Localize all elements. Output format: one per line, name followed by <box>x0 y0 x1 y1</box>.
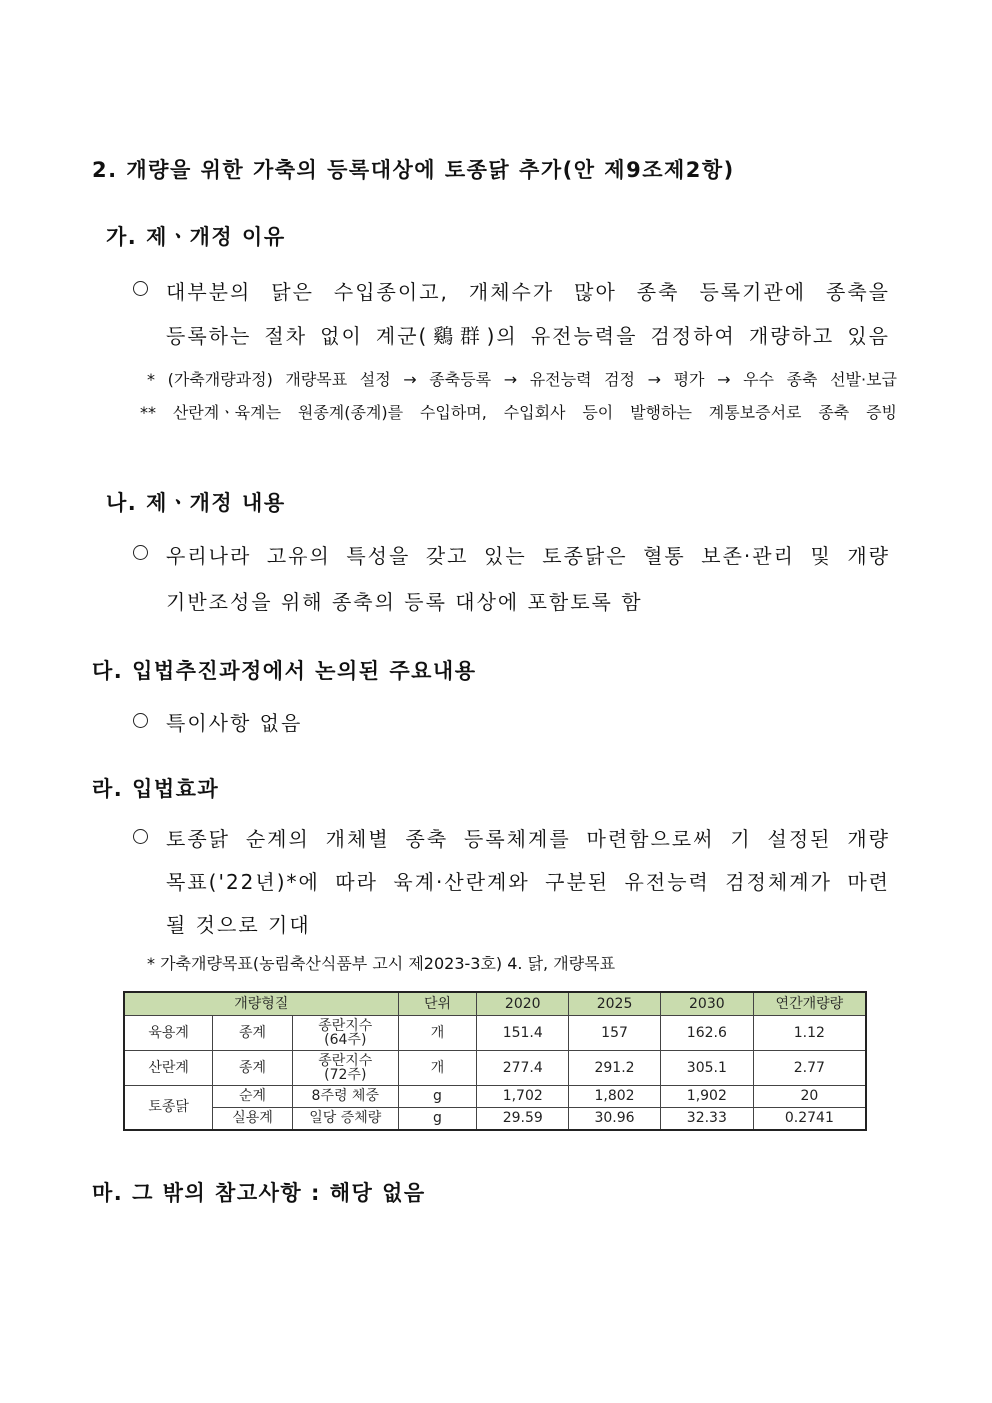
table-cell-2030: 162.6 <box>660 1016 753 1051</box>
ga-paragraph-line1: 대부분의 닭은 수입종이고, 개체수가 많아 종축 등록기관에 종축을 <box>166 280 890 304</box>
table-cell-2025: 30.96 <box>569 1108 661 1130</box>
ga-note-2: ** 산란계ㆍ육계는 원종계(종계)를 수입하며, 수입회사 등이 발행하는 계통보증서로 종축 증빙 <box>140 403 897 422</box>
table-cell-2030: 1,902 <box>660 1086 753 1108</box>
table-cell-unit: 개 <box>398 1051 477 1086</box>
table-header-cell: 단위 <box>398 992 477 1016</box>
bullet-circle-icon <box>133 281 148 296</box>
table-cell-2020: 151.4 <box>477 1016 569 1051</box>
ra-note: * 가축개량목표(농림축산식품부 고시 제2023-3호) 4. 닭, 개량목표 <box>147 954 616 973</box>
heading-ra: 라. 입법효과 <box>92 777 220 801</box>
table-cell-2020: 29.59 <box>477 1108 569 1130</box>
table-cell-trait: 8주령 체중 <box>292 1086 398 1108</box>
table-cell-group: 육용계 <box>124 1016 213 1051</box>
trait-line2: (72주) <box>324 1067 367 1083</box>
table-header-cell: 2020 <box>477 992 569 1016</box>
heading-da: 다. 입법추진과정에서 논의된 주요내용 <box>92 659 477 683</box>
table-cell-group: 산란계 <box>124 1051 213 1086</box>
ra-paragraph-line2: 목표('22년)*에 따라 육계·산란계와 구분된 유전능력 검정체계가 마련 <box>166 870 890 894</box>
table-header-cell: 연간개량량 <box>753 992 866 1016</box>
table-cell-unit: g <box>398 1086 477 1108</box>
table-cell-2025: 1,802 <box>569 1086 661 1108</box>
table-cell-2030: 305.1 <box>660 1051 753 1086</box>
section-title: 2. 개량을 위한 가축의 등록대상에 토종닭 추가(안 제9조제2항) <box>92 158 735 182</box>
table-cell-annual: 1.12 <box>753 1016 866 1051</box>
da-paragraph: 특이사항 없음 <box>166 711 303 735</box>
trait-line2: (64주) <box>324 1032 367 1048</box>
heading-ma: 마. 그 밖의 참고사항 : 해당 없음 <box>92 1181 426 1205</box>
breeding-goal-table <box>123 991 867 1131</box>
table-cell-type: 종계 <box>213 1016 293 1051</box>
table-cell-2020: 1,702 <box>477 1086 569 1108</box>
ga-paragraph-line2: 등록하는 절차 없이 계군(鷄群)의 유전능력을 검정하여 개량하고 있음 <box>166 324 890 348</box>
table-cell-2020: 277.4 <box>477 1051 569 1086</box>
table-header-cell: 개량형질 <box>124 992 398 1016</box>
table-cell-2030: 32.33 <box>660 1108 753 1130</box>
table-header-cell: 2025 <box>569 992 661 1016</box>
table-cell-trait <box>292 1016 398 1051</box>
table-header-cell: 2030 <box>660 992 753 1016</box>
na-paragraph-line2: 기반조성을 위해 종축의 등록 대상에 포함토록 함 <box>166 590 643 614</box>
bullet-circle-icon <box>133 829 148 844</box>
table-row <box>124 1051 866 1086</box>
table-cell-trait: 일당 증체량 <box>292 1108 398 1130</box>
bullet-circle-icon <box>133 545 148 560</box>
table-cell-annual: 0.2741 <box>753 1108 866 1130</box>
table-cell-type: 종계 <box>213 1051 293 1086</box>
heading-ga: 가. 제ㆍ개정 이유 <box>106 225 286 249</box>
table-cell-group: 토종닭 <box>124 1086 213 1130</box>
table-header-row <box>124 992 866 1016</box>
table-row <box>124 1016 866 1051</box>
table-cell-unit: g <box>398 1108 477 1130</box>
ga-note-1: * (가축개량과정) 개량목표 설정 → 종축등록 → 유전능력 검정 → 평가 → 우수 종축 선발·보급 <box>147 370 897 389</box>
ra-paragraph-line1: 토종닭 순계의 개체별 종축 등록체계를 마련함으로써 기 설정된 개량 <box>166 827 890 851</box>
table-cell-annual: 20 <box>753 1086 866 1108</box>
table-cell-trait <box>292 1051 398 1086</box>
ra-paragraph-line3: 될 것으로 기대 <box>166 913 311 937</box>
table-cell-unit: 개 <box>398 1016 477 1051</box>
table-cell-2025: 291.2 <box>569 1051 661 1086</box>
table-cell-2025: 157 <box>569 1016 661 1051</box>
table-cell-type: 순계 <box>213 1086 293 1108</box>
trait-line1: 종란지수 <box>318 1053 373 1069</box>
table-row <box>124 1108 866 1130</box>
bullet-circle-icon <box>133 713 148 728</box>
na-paragraph-line1: 우리나라 고유의 특성을 갖고 있는 토종닭은 혈통 보존·관리 및 개량 <box>166 544 890 568</box>
trait-line1: 종란지수 <box>318 1018 373 1034</box>
table-row <box>124 1086 866 1108</box>
table-cell-annual: 2.77 <box>753 1051 866 1086</box>
heading-na: 나. 제ㆍ개정 내용 <box>106 491 286 515</box>
table-cell-type: 실용계 <box>213 1108 293 1130</box>
